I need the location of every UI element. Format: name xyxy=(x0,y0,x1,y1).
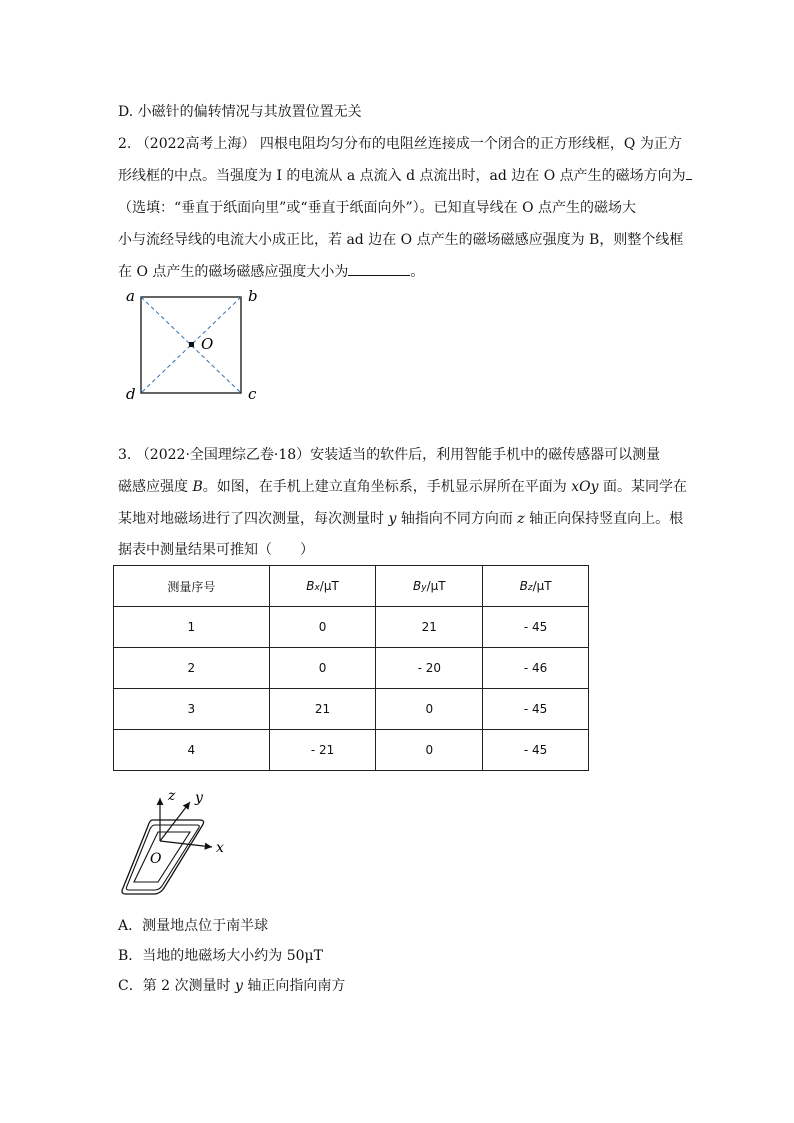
table-cell: 21 xyxy=(376,607,483,648)
q2-text-5-end: 。 xyxy=(410,264,425,280)
phone-axes-figure xyxy=(112,786,242,904)
table-cell: - 45 xyxy=(483,689,589,730)
table-cell: 0 xyxy=(269,607,376,648)
q2-line-1 xyxy=(118,134,682,154)
table-cell: - 21 xyxy=(269,730,376,771)
label-d: d xyxy=(126,385,136,403)
q2-line-4: 小与流经导线的电流大小成正比，若 ad 边在 O 点产生的磁场磁感应强度为 B，则整个线框 xyxy=(118,232,684,248)
table-cell: 0 xyxy=(376,689,483,730)
table-row xyxy=(114,648,589,689)
q3-line-1 xyxy=(118,445,660,465)
symbol-z: z xyxy=(517,511,525,527)
table-cell: 1 xyxy=(114,607,270,648)
table-cell: - 20 xyxy=(376,648,483,689)
label-c: c xyxy=(248,385,257,403)
measurement-table xyxy=(113,565,589,771)
option-d: D. 小磁针的偏转情况与其放置位置无关 xyxy=(118,104,362,120)
table-row xyxy=(114,730,589,771)
q2-text-1: 四根电阻均匀分布的电阻丝连接成一个闭合的正方形线框，Q 为正方 xyxy=(259,136,682,152)
table-cell: 0 xyxy=(376,730,483,771)
origin-label-o: O xyxy=(150,851,162,867)
q2-line-5 xyxy=(118,262,424,282)
x-axis xyxy=(160,841,212,847)
table-row xyxy=(114,689,589,730)
q3-line-2 xyxy=(118,477,687,497)
table-cell: - 45 xyxy=(483,607,589,648)
q3-text-2b: 。如图，在手机上建立直角坐标系，手机显示屏所在平面为 xyxy=(202,479,572,495)
q3-text-2c: 面。某同学在 xyxy=(598,479,687,495)
axis-label-x: x xyxy=(216,840,224,856)
label-a: a xyxy=(126,287,135,305)
header-index: 测量序号 xyxy=(114,566,270,607)
symbol-y: y xyxy=(388,511,397,527)
option-c-symbol-y: y xyxy=(234,978,243,994)
symbol-xoy: xOy xyxy=(571,479,599,495)
q3-number: 3. xyxy=(118,447,132,463)
header-bz: Bz/μT xyxy=(483,566,589,607)
q3-text-1: 安装适当的软件后，利用智能手机中的磁传感器可以测量 xyxy=(310,447,661,463)
table-cell: - 45 xyxy=(483,730,589,771)
option-a: A．测量地点位于南半球 xyxy=(118,918,269,934)
q2-text-2: 形线框的中点。当强度为 I 的电流从 a 点流入 d 点流出时，ad 边在 O 点产生的磁场方向为 xyxy=(118,168,686,184)
q3-text-3c: 轴正向保持竖直向上。根 xyxy=(524,511,684,527)
axis-label-z: z xyxy=(168,788,176,804)
q2-number: 2. xyxy=(118,136,132,152)
q3-line-4: 据表中测量结果可推知（ ） xyxy=(118,542,314,558)
table-cell: - 46 xyxy=(483,648,589,689)
table-cell: 4 xyxy=(114,730,270,771)
q2-source: （2022高考上海） xyxy=(135,136,256,152)
table-header-row xyxy=(114,566,589,607)
q3-source: （2022·全国理综乙卷·18） xyxy=(135,447,311,463)
q3-text-2a: 磁感应强度 xyxy=(118,479,193,495)
option-c-text-1: C．第 2 次测量时 xyxy=(118,978,235,994)
table-row xyxy=(114,607,589,648)
y-axis xyxy=(160,802,190,841)
square-loop-figure xyxy=(118,284,278,406)
q3-text-3b: 轴指向不同方向而 xyxy=(396,511,518,527)
table-cell: 3 xyxy=(114,689,270,730)
q3-text-3a: 某地对地磁场进行了四次测量，每次测量时 xyxy=(118,511,389,527)
q3-line-3 xyxy=(118,509,683,529)
label-b: b xyxy=(248,287,258,305)
q2-line-2 xyxy=(118,166,692,186)
phone-outer-body xyxy=(122,820,204,894)
header-bx: Bx/μT xyxy=(269,566,376,607)
option-c-text-2: 轴正向指向南方 xyxy=(242,978,346,994)
table-cell: 21 xyxy=(269,689,376,730)
option-b: B．当地的地磁场大小约为 50μT xyxy=(118,948,323,964)
q2-text-5: 在 O 点产生的磁场磁感应强度大小为 xyxy=(118,264,349,280)
header-by: By/μT xyxy=(376,566,483,607)
answer-blank-direction[interactable] xyxy=(686,167,692,180)
axis-label-y: y xyxy=(195,790,203,806)
option-c xyxy=(118,976,345,996)
table-cell: 0 xyxy=(269,648,376,689)
symbol-b: B xyxy=(192,479,203,495)
q2-line-3: （选填：“垂直于纸面向里”或“垂直于纸面向外”）。已知直导线在 O 点产生的磁场大 xyxy=(118,200,637,216)
answer-blank-magnitude[interactable] xyxy=(348,263,410,276)
label-o: O xyxy=(201,335,214,353)
center-point xyxy=(189,342,194,347)
table-cell: 2 xyxy=(114,648,270,689)
